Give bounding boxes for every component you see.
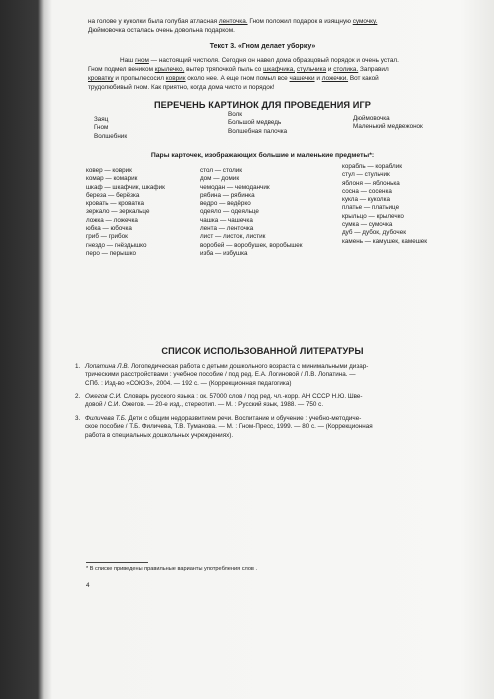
text3-underlined-word: чашечки (289, 75, 315, 82)
text3-text: и (314, 75, 322, 82)
reference-text: Дети с общим недоразвитием речи. Воспитание и обучение : учебно-методиче- (126, 415, 362, 422)
intro-text: Гном положил подарок в изящную (247, 18, 353, 25)
reference-author: Ожегов С.И. (85, 393, 122, 400)
text3-text: и (326, 66, 334, 73)
reference-author: Филичева Т.Б. (85, 415, 127, 422)
pair-item: ковер — коврик (86, 167, 132, 174)
picture-item: Маленький медвежонок (353, 123, 423, 131)
pair-item: воробей — воробушек, воробышек (200, 241, 303, 249)
pair-item: юбка — юбочка (86, 225, 132, 233)
picture-item: Гном (94, 124, 109, 132)
pair-item: ведро — ведёрко (200, 200, 251, 208)
pair-item: дуб — дубок, дубочек (342, 229, 406, 237)
pair-item: камень — камушек, камешек (342, 237, 428, 245)
text3-text: Заправил (358, 66, 389, 73)
pair-item: одеяло — одеяльце (200, 208, 259, 216)
text3-title: Текст 3. «Гном делает уборку» (209, 43, 316, 50)
text3-line-1 (120, 57, 399, 66)
pictures-column-1 (94, 116, 127, 141)
text3-text: Вот какой (348, 75, 379, 82)
intro-underlined-word: ленточка. (218, 18, 248, 25)
page-number: 4 (86, 582, 90, 589)
document-page (50, 0, 475, 699)
reference-number: 3. (75, 415, 81, 422)
reference-number: 1. (75, 363, 81, 370)
footnote: * В списке приведены правильные варианты употребления слов . (86, 566, 258, 572)
pictures-column-2 (228, 111, 287, 136)
intro-line-2: Дюймовочка осталась очень довольна подарком. (88, 27, 235, 34)
picture-item: Заяц (94, 116, 109, 123)
reference-3 (75, 415, 420, 440)
pair-item: сосна — сосенка (342, 187, 392, 195)
pair-item: гриб — грибок (86, 233, 128, 241)
pair-item: зеркало — зеркальце (86, 208, 150, 216)
pair-item: чашка — чашечка (200, 216, 253, 224)
reference-text: работа в специальных дошкольных учреждениях). (85, 431, 234, 439)
pair-item: рябина — рябинка (200, 191, 255, 199)
pairs-column-2 (200, 167, 303, 258)
text3-underlined-word: гном (135, 57, 149, 64)
pair-item: кукла — куколка (342, 196, 391, 204)
pair-item: корабль — кораблик (342, 163, 403, 170)
text3-underlined-word: ложечки. (321, 75, 349, 82)
reference-text: Словарь русского языка : ок. 57000 слов / под ред. чл.-корр. АН СССР Н.Ю. Шве- (121, 393, 363, 400)
pictures-title: ПЕРЕЧЕНЬ КАРТИНОК ДЛЯ ПРОВЕДЕНИЯ ИГР (153, 100, 372, 110)
text3-line-4: трудолюбивый гном. Как приятно, когда дома чисто и порядок! (88, 84, 275, 91)
picture-item: Волшебная палочка (228, 127, 288, 135)
pair-item: гнездо — гнёздышко (86, 241, 147, 249)
text3-text: — настоящий чистюля. Сегодня он навел дома образцовый порядок и очень устал. (148, 57, 399, 64)
pair-item: стол — столик (200, 167, 243, 174)
text3-underlined-word: кроватку (88, 75, 114, 82)
text3-text: вытер тряпочкой пыль со (184, 66, 264, 73)
pair-item: крыльцо — крылечко (342, 212, 404, 220)
reference-text: СПб. : Изд-во «СОЮЗ», 2004. — 192 с. — (Коррекционная педагогика) (85, 379, 292, 387)
pair-item: яблоня — яблонька (342, 179, 400, 187)
pairs-column-1 (86, 167, 165, 258)
pair-item: шкаф — шкафчик, шкафик (86, 183, 165, 191)
pairs-column-3 (342, 163, 427, 246)
text3-text: около нее. А еще гном помыл все (185, 75, 290, 82)
pair-item: стул — стульчик (342, 171, 390, 179)
footnote-divider (86, 562, 148, 563)
pair-item: перо — перышко (86, 249, 137, 257)
reference-text: довой / С.И. Ожегов. — 20-е изд., стереотип. — М. : Русский язык, 1988. — 750 с. (85, 401, 324, 409)
pictures-column-3 (353, 115, 423, 132)
text3-underlined-word: шкафчика, (263, 66, 296, 73)
pair-item: ложка — ложечка (86, 216, 138, 224)
text3-text: и пропылесосил (113, 75, 166, 82)
text3-text: Наш (120, 57, 136, 64)
picture-item: Большой медведь (228, 119, 282, 127)
intro-underlined-word: сумочку. (352, 18, 378, 25)
pair-item: сумка — сумочка (342, 221, 393, 229)
text3-underlined-word: крылечко, (154, 66, 185, 73)
pair-item: комар — комарик (86, 175, 138, 183)
picture-item: Волк (228, 111, 242, 118)
reference-1 (75, 363, 420, 388)
picture-item: Дюймовочка (353, 115, 390, 122)
intro-line-1 (88, 18, 377, 27)
reference-text: Логопедическая работа с детьми дошкольного возраста с минимальными дизар- (129, 363, 369, 370)
pair-item: изба — избушка (200, 249, 248, 257)
text3-underlined-word: стульчика (296, 66, 327, 73)
pair-item: лист — листок, листик (200, 233, 266, 241)
literature-title: СПИСОК ИСПОЛЬЗОВАННОЙ ЛИТЕРАТУРЫ (161, 346, 364, 356)
intro-text: на голове у куколки была голубая атласная (88, 18, 219, 25)
pair-item: лента — ленточка (200, 225, 254, 233)
pair-item: платье — платьице (342, 204, 400, 212)
reference-author: Лопатина Л.В. (85, 363, 130, 370)
text3-text: Гном подмел веником (88, 66, 155, 73)
reference-text: трическими расстройствами : учебное пособие / под ред. Е.А. Логиновой / Л.В. Лопатина. — (85, 371, 356, 379)
pair-item: береза — берёзка (86, 191, 140, 199)
text3-underlined-word: столика. (333, 66, 359, 73)
pair-item: дом — домик (200, 175, 240, 183)
pairs-title: Пары карточек, изображающих большие и маленькие предметы*: (150, 152, 375, 159)
text3-line-2 (88, 66, 389, 75)
pair-item: кровать — кроватка (86, 200, 145, 208)
text3-underlined-word: коврик (165, 75, 186, 82)
pair-item: чемодан — чемоданчик (200, 183, 270, 191)
reference-text: ское пособие / Т.Б. Филичева, Т.В. Туманова. — М. : Гном-Пресс, 1999. — 80 с. — (Коррекционная (85, 423, 373, 431)
text3-line-3 (88, 75, 379, 84)
reference-2 (75, 393, 420, 410)
picture-item: Волшебник (94, 132, 128, 140)
reference-number: 2. (75, 393, 81, 400)
